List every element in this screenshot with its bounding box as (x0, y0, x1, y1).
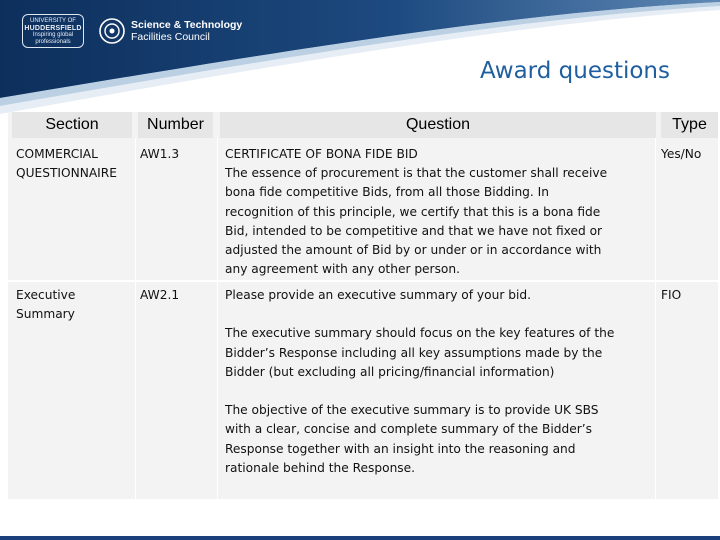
column-header-question: Question (220, 112, 656, 138)
row-2-type: FIO (661, 288, 682, 302)
column-header-number: Number (138, 112, 213, 138)
stfc-logo (98, 14, 242, 48)
column-header-type: Type (661, 112, 718, 138)
row-divider (8, 280, 718, 282)
row-1-type: Yes/No (661, 147, 702, 161)
row-1-section: COMMERCIAL QUESTIONNAIRE (16, 147, 117, 181)
column-header-section: Section (12, 112, 132, 138)
column-divider (135, 138, 136, 499)
logo-university-line-2: HUDDERSFIELD (24, 25, 82, 32)
logo-stfc-line-1: Science & Technology (131, 19, 243, 31)
page-title: Award questions (479, 58, 670, 84)
column-divider (655, 138, 656, 499)
footer-bar (0, 536, 720, 540)
row-2-question: Please provide an executive summary of your bid. The executive summary should focus on the key features of the Bidder’s Response including all key assumptions made by the Bidder (but excluding all pricing/financial information) The objective of the executive summary is to provide UK SBS with a clear, concise and complete summary of the Bidder’s Response together with an insight into the reasoning and rationale behind the Response. (225, 288, 615, 475)
logo-university-line-1: UNIVERSITY OF (30, 18, 76, 24)
row-1-question: CERTIFICATE OF BONA FIDE BID The essence of procurement is that the customer shall receive bona fide competitive Bids, from all those Bidding. In recognition of this principle, we certify that this is a bona fide Bid, intended to be competitive and that we have not fixed or adjusted the amount of Bid by or under or in accordance with any agreement with any other person. (225, 147, 608, 277)
award-questions-table (8, 112, 718, 499)
logo-stfc-line-2: Facilities Council (131, 31, 210, 43)
row-1-number: AW1.3 (140, 147, 180, 161)
column-divider (217, 138, 218, 499)
row-2-number: AW2.1 (140, 288, 180, 302)
stfc-logo-icon (98, 17, 126, 45)
logo-university-line-3: Inspiring global professionals (32, 32, 74, 45)
row-2-section: Executive Summary (16, 288, 76, 322)
university-logo (22, 14, 84, 48)
